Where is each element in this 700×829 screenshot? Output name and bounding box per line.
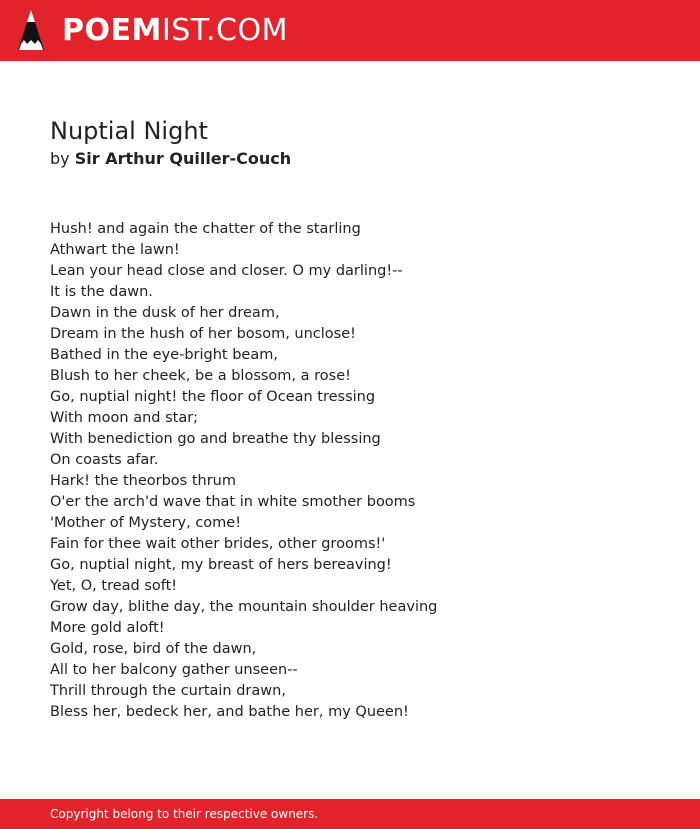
logo-text-bold: POEM [62,13,162,48]
poem-line: Gold, rose, bird of the dawn, [50,641,257,657]
poem-line: All to her balcony gather unseen-- [50,662,298,678]
poem-line: Fain for thee wait other brides, other grooms!' [50,536,386,552]
logo-text-light: IST.COM [161,13,288,48]
site-header [0,0,700,61]
poem-line: With moon and star; [50,410,199,426]
poem-line: Grow day, blithe day, the mountain shoulder heaving [50,599,438,615]
author-name: Sir Arthur Quiller-Couch [74,149,292,168]
poem-line: Hark! the theorbos thrum [50,473,236,489]
poem-line: O'er the arch'd wave that in white smother booms [50,494,416,510]
poem-line: It is the dawn. [50,284,153,300]
poem-line: With benediction go and breathe thy blessing [50,431,381,447]
poem-line: Go, nuptial night! the floor of Ocean tressing [50,389,376,405]
by-label: by [50,149,70,168]
poem-line: Dream in the hush of her bosom, unclose! [50,326,356,342]
poem-line: Hush! and again the chatter of the starling [50,221,361,237]
poem-line: Go, nuptial night, my breast of hers bereaving! [50,557,392,573]
poem-title: Nuptial Night [50,117,208,145]
poem-line: On coasts afar. [50,452,159,468]
poem-line: Bless her, bedeck her, and bathe her, my Queen! [50,704,409,720]
poem-line: Blush to her cheek, be a blossom, a rose! [50,368,351,384]
poem-line: 'Mother of Mystery, come! [50,515,242,531]
poem-line: Yet, O, tread soft! [50,578,178,594]
poem-line: Lean your head close and closer. O my darling!-- [50,263,403,279]
poem-line: Bathed in the eye-bright beam, [50,347,278,363]
poem-body [50,219,650,723]
site-footer [0,799,700,829]
poem-line: More gold aloft! [50,620,165,636]
poem-line: Dawn in the dusk of her dream, [50,305,280,321]
poem-line: Thrill through the curtain drawn, [50,683,286,699]
copyright-text: Copyright belong to their respective owners. [50,807,319,821]
poem-line: Athwart the lawn! [50,242,180,258]
site-logo[interactable] [62,12,288,50]
pencil-icon[interactable] [18,10,44,52]
byline [50,148,291,170]
